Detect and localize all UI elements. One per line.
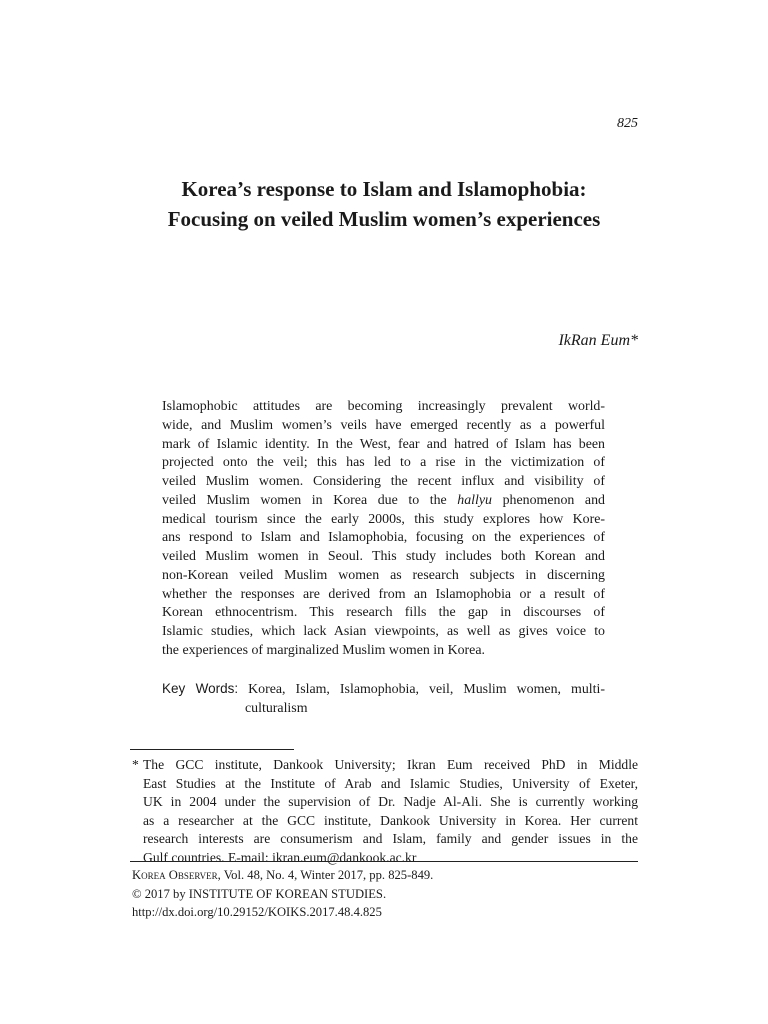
abstract-emphasis-hallyu: hallyu: [457, 492, 493, 508]
footnote-line: research interests are consumerism and Islam, family and gender issues in the: [143, 831, 638, 846]
abstract-line: ans respond to Islam and Islamophobia, focusing on the experiences of: [162, 530, 605, 546]
footnote-body: [143, 756, 638, 867]
abstract-line: non-Korean veiled Muslim women as research subjects in discerning: [162, 567, 605, 583]
footnote-line: UK in 2004 under the supervision of Dr. Nadje Al-Ali. She is currently working: [143, 794, 638, 809]
copyright-line: © 2017 by INSTITUTE OF KOREAN STUDIES.: [132, 886, 387, 901]
abstract-line: Islamophobic attitudes are becoming increasingly prevalent world-: [162, 399, 605, 414]
keywords-label: Key Words:: [162, 681, 239, 696]
abstract-line: Korean ethnocentrism. This research fills the gap in discourses of: [162, 605, 605, 621]
footnote-line: The GCC institute, Dankook University; Ikran Eum received PhD in Middle: [143, 757, 638, 772]
abstract-line: wide, and Muslim women’s veils have emerged recently as a powerful: [162, 417, 605, 433]
journal-name: Korea Observer: [132, 868, 218, 882]
abstract-text: veiled Muslim women in Korea due to the: [162, 492, 458, 508]
abstract-line: veiled Muslim women in Seoul. This study includes both Korean and: [162, 549, 605, 564]
abstract: [162, 398, 605, 661]
keywords: [162, 679, 605, 718]
citation-divider: [130, 861, 638, 862]
abstract-text: phenomenon and: [492, 492, 605, 508]
footnote-line: as a researcher at the GCC institute, Dankook University in Korea. Her current: [143, 812, 638, 828]
footnote-line-email: Gulf countries. E-mail: ikran.eum@dankook.ac.kr: [143, 849, 417, 865]
footnote-line: East Studies at the Institute of Arab and Islamic Studies, University of Exeter,: [143, 775, 638, 791]
doi-link[interactable]: http://dx.doi.org/10.29152/KOIKS.2017.48.4.825: [132, 905, 382, 919]
abstract-line: [162, 492, 605, 511]
title-line-2: Focusing on veiled Muslim women’s experiences: [167, 207, 601, 231]
keywords-row: [162, 679, 605, 699]
page-number: 825: [617, 116, 638, 131]
footnote-divider: [130, 749, 294, 750]
footnote-mark: *: [132, 757, 139, 772]
author-footnote: [132, 756, 638, 867]
abstract-line: the experiences of marginalized Muslim women in Korea.: [162, 642, 485, 658]
abstract-line: whether the responses are derived from an Islamophobia or a result of: [162, 586, 605, 602]
title-line-1: Korea’s response to Islam and Islamophobia:: [181, 177, 587, 201]
abstract-line: mark of Islamic identity. In the West, fear and hatred of Islam has been: [162, 436, 605, 452]
abstract-line: Islamic studies, which lack Asian viewpoints, as well as gives voice to: [162, 624, 605, 639]
keywords-list: Korea, Islam, Islamophobia, veil, Muslim women, multi-: [248, 682, 605, 697]
author-name: IkRan Eum*: [558, 332, 638, 349]
citation-line-journal: [132, 866, 638, 885]
abstract-line: veiled Muslim women. Considering the recent influx and visibility of: [162, 474, 605, 489]
abstract-line: medical tourism since the early 2000s, this study explores how Kore-: [162, 511, 605, 527]
journal-citation: [132, 866, 638, 922]
abstract-line: projected onto the veil; this has led to a rise in the victimization of: [162, 455, 605, 471]
article-title: [0, 174, 768, 234]
keywords-list-continued: culturalism: [245, 701, 308, 716]
journal-details: , Vol. 48, No. 4, Winter 2017, pp. 825-849.: [217, 868, 434, 882]
